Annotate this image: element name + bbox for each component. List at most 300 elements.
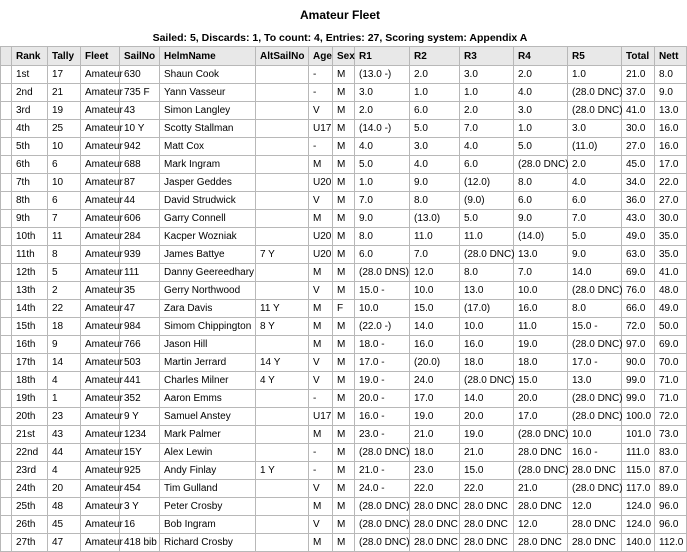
r3-cell: 21.0: [460, 444, 514, 462]
sex-cell: M: [333, 138, 355, 156]
table-row: [1, 120, 687, 138]
age-cell: M: [309, 264, 333, 282]
column-header-total[interactable]: Total: [622, 47, 655, 66]
r4-cell: (28.0 DNC): [514, 426, 568, 444]
r2-cell: 28.0 DNC: [410, 534, 460, 552]
r5-cell: (28.0 DNC): [568, 336, 622, 354]
sail-no-cell: 15Y: [120, 444, 160, 462]
r2-cell: 8.0: [410, 192, 460, 210]
row-lead-cell: [1, 138, 12, 156]
fleet-cell: Amateur: [81, 462, 120, 480]
helm-name-cell: Matt Cox: [160, 138, 256, 156]
sail-no-cell: 47: [120, 300, 160, 318]
nett-cell: 8.0: [655, 66, 687, 84]
r2-cell: 23.0: [410, 462, 460, 480]
helm-name-cell: Andy Finlay: [160, 462, 256, 480]
column-header-sex[interactable]: Sex: [333, 47, 355, 66]
rank-cell: 7th: [12, 174, 48, 192]
alt-sail-no-cell: [256, 174, 309, 192]
sex-cell: M: [333, 66, 355, 84]
tally-cell: 9: [48, 336, 81, 354]
total-cell: 124.0: [622, 516, 655, 534]
column-header-altsailno[interactable]: AltSailNo: [256, 47, 309, 66]
r1-cell: 16.0 -: [355, 408, 410, 426]
sail-no-cell: 766: [120, 336, 160, 354]
fleet-cell: Amateur: [81, 444, 120, 462]
r4-cell: 28.0 DNC: [514, 534, 568, 552]
fleet-cell: Amateur: [81, 318, 120, 336]
r4-cell: 4.0: [514, 84, 568, 102]
fleet-cell: Amateur: [81, 246, 120, 264]
r5-cell: 14.0: [568, 264, 622, 282]
rank-cell: 13th: [12, 282, 48, 300]
alt-sail-no-cell: [256, 498, 309, 516]
column-header-r4[interactable]: R4: [514, 47, 568, 66]
column-header-sailno[interactable]: SailNo: [120, 47, 160, 66]
rank-cell: 15th: [12, 318, 48, 336]
tally-cell: 48: [48, 498, 81, 516]
r2-cell: 4.0: [410, 156, 460, 174]
r5-cell: 28.0 DNC: [568, 516, 622, 534]
table-row: [1, 516, 687, 534]
sail-no-cell: 418 bib: [120, 534, 160, 552]
row-lead-cell: [1, 372, 12, 390]
fleet-cell: Amateur: [81, 102, 120, 120]
rank-cell: 2nd: [12, 84, 48, 102]
r1-cell: (28.0 DNC): [355, 534, 410, 552]
nett-cell: 96.0: [655, 498, 687, 516]
age-cell: -: [309, 444, 333, 462]
fleet-cell: Amateur: [81, 426, 120, 444]
r2-cell: (13.0): [410, 210, 460, 228]
r2-cell: 22.0: [410, 480, 460, 498]
r2-cell: 11.0: [410, 228, 460, 246]
r5-cell: (28.0 DNC): [568, 102, 622, 120]
sex-cell: M: [333, 462, 355, 480]
total-cell: 43.0: [622, 210, 655, 228]
nett-cell: 22.0: [655, 174, 687, 192]
r3-cell: 14.0: [460, 390, 514, 408]
table-row: [1, 336, 687, 354]
sex-cell: M: [333, 102, 355, 120]
age-cell: V: [309, 516, 333, 534]
rank-cell: 5th: [12, 138, 48, 156]
nett-cell: 73.0: [655, 426, 687, 444]
fleet-cell: Amateur: [81, 390, 120, 408]
alt-sail-no-cell: 8 Y: [256, 318, 309, 336]
alt-sail-no-cell: [256, 120, 309, 138]
fleet-cell: Amateur: [81, 300, 120, 318]
column-header-r3[interactable]: R3: [460, 47, 514, 66]
r5-cell: 2.0: [568, 156, 622, 174]
total-cell: 30.0: [622, 120, 655, 138]
r4-cell: 1.0: [514, 120, 568, 138]
r2-cell: (20.0): [410, 354, 460, 372]
r3-cell: 20.0: [460, 408, 514, 426]
r1-cell: 8.0: [355, 228, 410, 246]
r3-cell: (12.0): [460, 174, 514, 192]
sex-cell: M: [333, 210, 355, 228]
helm-name-cell: Martin Jerrard: [160, 354, 256, 372]
table-row: [1, 102, 687, 120]
sail-no-cell: 939: [120, 246, 160, 264]
sex-cell: M: [333, 120, 355, 138]
row-lead-cell: [1, 120, 12, 138]
fleet-cell: Amateur: [81, 354, 120, 372]
fleet-cell: Amateur: [81, 498, 120, 516]
tally-cell: 2: [48, 282, 81, 300]
sex-cell: M: [333, 426, 355, 444]
helm-name-cell: Zara Davis: [160, 300, 256, 318]
tally-cell: 23: [48, 408, 81, 426]
sail-no-cell: 87: [120, 174, 160, 192]
table-row: [1, 282, 687, 300]
r1-cell: 17.0 -: [355, 354, 410, 372]
sail-no-cell: 984: [120, 318, 160, 336]
nett-cell: 30.0: [655, 210, 687, 228]
alt-sail-no-cell: [256, 210, 309, 228]
sail-no-cell: 942: [120, 138, 160, 156]
sex-cell: M: [333, 408, 355, 426]
r3-cell: 4.0: [460, 138, 514, 156]
r2-cell: 3.0: [410, 138, 460, 156]
sail-no-cell: 454: [120, 480, 160, 498]
rank-cell: 23rd: [12, 462, 48, 480]
sail-no-cell: 44: [120, 192, 160, 210]
r3-cell: 7.0: [460, 120, 514, 138]
fleet-cell: Amateur: [81, 516, 120, 534]
fleet-cell: Amateur: [81, 264, 120, 282]
r1-cell: 7.0: [355, 192, 410, 210]
row-lead-cell: [1, 66, 12, 84]
age-cell: -: [309, 66, 333, 84]
r2-cell: 6.0: [410, 102, 460, 120]
r2-cell: 21.0: [410, 426, 460, 444]
row-lead-cell: [1, 462, 12, 480]
alt-sail-no-cell: 4 Y: [256, 372, 309, 390]
rank-cell: 21st: [12, 426, 48, 444]
r4-cell: 17.0: [514, 408, 568, 426]
r1-cell: 5.0: [355, 156, 410, 174]
helm-name-cell: Gerry Northwood: [160, 282, 256, 300]
r3-cell: 18.0: [460, 354, 514, 372]
row-lead-cell: [1, 102, 12, 120]
row-lead-cell: [1, 192, 12, 210]
r2-cell: 14.0: [410, 318, 460, 336]
rank-cell: 25th: [12, 498, 48, 516]
page-title: Amateur Fleet: [299, 8, 381, 22]
row-lead-cell: [1, 174, 12, 192]
r4-cell: (28.0 DNC): [514, 462, 568, 480]
r4-cell: (28.0 DNC): [514, 156, 568, 174]
table-row: [1, 138, 687, 156]
column-header-tally[interactable]: Tally: [48, 47, 81, 66]
r5-cell: 5.0: [568, 228, 622, 246]
sex-cell: M: [333, 534, 355, 552]
r2-cell: 17.0: [410, 390, 460, 408]
r2-cell: 5.0: [410, 120, 460, 138]
helm-name-cell: Mark Palmer: [160, 426, 256, 444]
table-row: [1, 408, 687, 426]
table-row: [1, 300, 687, 318]
sex-cell: M: [333, 264, 355, 282]
fleet-cell: Amateur: [81, 174, 120, 192]
table-row: [1, 480, 687, 498]
r1-cell: (14.0 -): [355, 120, 410, 138]
row-lead-cell: [1, 300, 12, 318]
age-cell: M: [309, 210, 333, 228]
sail-no-cell: 606: [120, 210, 160, 228]
column-header-age[interactable]: Age: [309, 47, 333, 66]
sex-cell: M: [333, 444, 355, 462]
r1-cell: 21.0 -: [355, 462, 410, 480]
age-cell: V: [309, 354, 333, 372]
total-cell: 72.0: [622, 318, 655, 336]
nett-cell: 71.0: [655, 372, 687, 390]
total-cell: 21.0: [622, 66, 655, 84]
total-cell: 63.0: [622, 246, 655, 264]
nett-cell: 35.0: [655, 246, 687, 264]
r2-cell: 16.0: [410, 336, 460, 354]
tally-cell: 6: [48, 192, 81, 210]
rank-cell: 3rd: [12, 102, 48, 120]
r4-cell: 10.0: [514, 282, 568, 300]
r1-cell: (28.0 DNC): [355, 444, 410, 462]
table-row: [1, 246, 687, 264]
age-cell: -: [309, 84, 333, 102]
sex-cell: M: [333, 228, 355, 246]
row-lead-cell: [1, 228, 12, 246]
column-header-rank[interactable]: Rank: [12, 47, 48, 66]
row-lead-cell: [1, 516, 12, 534]
nett-cell: 35.0: [655, 228, 687, 246]
r3-cell: (17.0): [460, 300, 514, 318]
age-cell: U20: [309, 174, 333, 192]
sail-no-cell: 735 F: [120, 84, 160, 102]
fleet-cell: Amateur: [81, 192, 120, 210]
helm-name-cell: Simom Chippington: [160, 318, 256, 336]
column-header-r2[interactable]: R2: [410, 47, 460, 66]
age-cell: M: [309, 156, 333, 174]
total-cell: 99.0: [622, 372, 655, 390]
sex-cell: M: [333, 390, 355, 408]
sail-no-cell: 688: [120, 156, 160, 174]
helm-name-cell: Simon Langley: [160, 102, 256, 120]
r3-cell: 10.0: [460, 318, 514, 336]
row-lead-cell: [1, 336, 12, 354]
r1-cell: (28.0 DNC): [355, 498, 410, 516]
r5-cell: 28.0 DNC: [568, 462, 622, 480]
row-lead-cell: [1, 282, 12, 300]
nett-cell: 49.0: [655, 300, 687, 318]
sex-cell: M: [333, 498, 355, 516]
row-lead-cell: [1, 498, 12, 516]
rank-cell: 9th: [12, 210, 48, 228]
fleet-cell: Amateur: [81, 66, 120, 84]
nett-cell: 71.0: [655, 390, 687, 408]
helm-name-cell: Charles Milner: [160, 372, 256, 390]
helm-name-cell: Richard Crosby: [160, 534, 256, 552]
row-lead-cell: [1, 390, 12, 408]
r1-cell: (28.0 DNC): [355, 516, 410, 534]
r4-cell: 8.0: [514, 174, 568, 192]
row-lead-cell: [1, 534, 12, 552]
total-cell: 41.0: [622, 102, 655, 120]
r2-cell: 1.0: [410, 84, 460, 102]
total-cell: 76.0: [622, 282, 655, 300]
r4-cell: 28.0 DNC: [514, 498, 568, 516]
rank-cell: 17th: [12, 354, 48, 372]
fleet-cell: Amateur: [81, 372, 120, 390]
r4-cell: 20.0: [514, 390, 568, 408]
sail-no-cell: 111: [120, 264, 160, 282]
sex-cell: M: [333, 282, 355, 300]
helm-name-cell: Aaron Emms: [160, 390, 256, 408]
tally-cell: 14: [48, 354, 81, 372]
r4-cell: 19.0: [514, 336, 568, 354]
fleet-cell: Amateur: [81, 480, 120, 498]
rank-cell: 27th: [12, 534, 48, 552]
sex-cell: M: [333, 336, 355, 354]
r3-cell: 2.0: [460, 102, 514, 120]
rank-cell: 8th: [12, 192, 48, 210]
r3-cell: 28.0 DNC: [460, 534, 514, 552]
nett-cell: 89.0: [655, 480, 687, 498]
nett-cell: 112.0: [655, 534, 687, 552]
helm-name-cell: Garry Connell: [160, 210, 256, 228]
r5-cell: (28.0 DNC): [568, 408, 622, 426]
tally-cell: 8: [48, 246, 81, 264]
alt-sail-no-cell: 11 Y: [256, 300, 309, 318]
row-lead-cell: [1, 318, 12, 336]
rank-cell: 1st: [12, 66, 48, 84]
r4-cell: (14.0): [514, 228, 568, 246]
r5-cell: 7.0: [568, 210, 622, 228]
table-row: [1, 264, 687, 282]
r2-cell: 18.0: [410, 444, 460, 462]
table-row: [1, 534, 687, 552]
age-cell: U17: [309, 408, 333, 426]
alt-sail-no-cell: [256, 84, 309, 102]
age-cell: V: [309, 102, 333, 120]
sex-cell: M: [333, 174, 355, 192]
total-cell: 115.0: [622, 462, 655, 480]
r5-cell: 28.0 DNC: [568, 534, 622, 552]
row-lead-cell: [1, 354, 12, 372]
tally-cell: 47: [48, 534, 81, 552]
r5-cell: (28.0 DNC): [568, 282, 622, 300]
table-row: [1, 498, 687, 516]
r4-cell: 5.0: [514, 138, 568, 156]
r1-cell: 3.0: [355, 84, 410, 102]
sail-no-cell: 441: [120, 372, 160, 390]
r5-cell: 9.0: [568, 246, 622, 264]
r3-cell: 28.0 DNC: [460, 498, 514, 516]
column-header-r1[interactable]: R1: [355, 47, 410, 66]
r4-cell: 16.0: [514, 300, 568, 318]
helm-name-cell: Alex Lewin: [160, 444, 256, 462]
nett-cell: 87.0: [655, 462, 687, 480]
table-row: [1, 462, 687, 480]
r4-cell: 15.0: [514, 372, 568, 390]
column-header-helmname[interactable]: HelmName: [160, 47, 256, 66]
tally-cell: 22: [48, 300, 81, 318]
total-cell: 66.0: [622, 300, 655, 318]
rank-cell: 19th: [12, 390, 48, 408]
nett-cell: 50.0: [655, 318, 687, 336]
r3-cell: 6.0: [460, 156, 514, 174]
r3-cell: 5.0: [460, 210, 514, 228]
nett-cell: 83.0: [655, 444, 687, 462]
column-header-fleet[interactable]: Fleet: [81, 47, 120, 66]
sex-cell: M: [333, 480, 355, 498]
nett-cell: 13.0: [655, 102, 687, 120]
row-lead-cell: [1, 156, 12, 174]
r4-cell: 9.0: [514, 210, 568, 228]
r5-cell: 8.0: [568, 300, 622, 318]
age-cell: U20: [309, 246, 333, 264]
alt-sail-no-cell: [256, 66, 309, 84]
age-cell: M: [309, 336, 333, 354]
total-cell: 124.0: [622, 498, 655, 516]
column-header-nett[interactable]: Nett: [655, 47, 687, 66]
header-row: [1, 47, 687, 66]
r4-cell: 28.0 DNC: [514, 444, 568, 462]
column-header-r5[interactable]: R5: [568, 47, 622, 66]
r2-cell: 10.0: [410, 282, 460, 300]
age-cell: M: [309, 498, 333, 516]
nett-cell: 72.0: [655, 408, 687, 426]
tally-cell: 18: [48, 318, 81, 336]
row-lead-cell: [1, 444, 12, 462]
r5-cell: (28.0 DNC): [568, 390, 622, 408]
alt-sail-no-cell: [256, 480, 309, 498]
sail-no-cell: 352: [120, 390, 160, 408]
rank-cell: 12th: [12, 264, 48, 282]
rank-cell: 20th: [12, 408, 48, 426]
alt-sail-no-cell: 1 Y: [256, 462, 309, 480]
sex-cell: M: [333, 354, 355, 372]
row-lead-cell: [1, 210, 12, 228]
header-lead-cell: [1, 47, 12, 66]
r1-cell: 18.0 -: [355, 336, 410, 354]
r5-cell: 1.0: [568, 66, 622, 84]
r2-cell: 19.0: [410, 408, 460, 426]
fleet-cell: Amateur: [81, 120, 120, 138]
r3-cell: (28.0 DNC): [460, 372, 514, 390]
sex-cell: M: [333, 246, 355, 264]
r3-cell: 28.0 DNC: [460, 516, 514, 534]
tally-cell: 11: [48, 228, 81, 246]
nett-cell: 41.0: [655, 264, 687, 282]
r3-cell: (28.0 DNC): [460, 246, 514, 264]
r2-cell: 15.0: [410, 300, 460, 318]
tally-cell: 10: [48, 174, 81, 192]
total-cell: 97.0: [622, 336, 655, 354]
r5-cell: 13.0: [568, 372, 622, 390]
r4-cell: 3.0: [514, 102, 568, 120]
alt-sail-no-cell: [256, 228, 309, 246]
r5-cell: (11.0): [568, 138, 622, 156]
r4-cell: 2.0: [514, 66, 568, 84]
alt-sail-no-cell: [256, 408, 309, 426]
total-cell: 111.0: [622, 444, 655, 462]
fleet-cell: Amateur: [81, 84, 120, 102]
fleet-cell: Amateur: [81, 228, 120, 246]
helm-name-cell: Scotty Stallman: [160, 120, 256, 138]
alt-sail-no-cell: [256, 156, 309, 174]
helm-name-cell: Jasper Geddes: [160, 174, 256, 192]
